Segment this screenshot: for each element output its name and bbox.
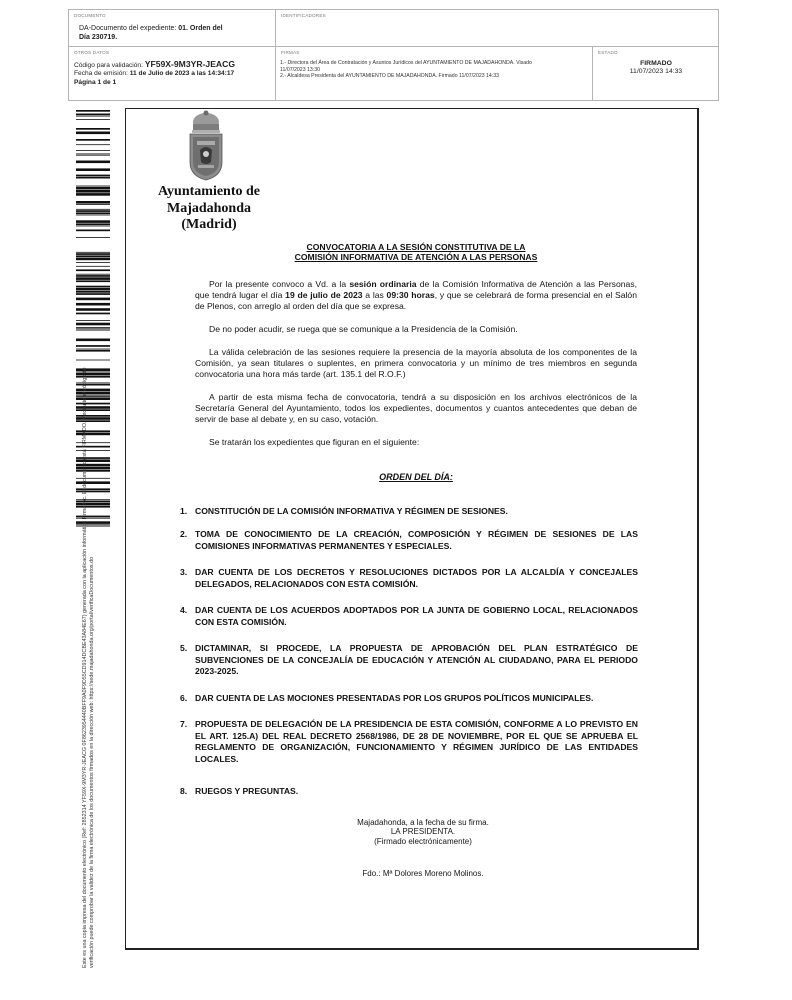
agenda-item	[180, 693, 638, 705]
verification-note-line-1: Este es una copia impresa del documento electrónico (Ref: 2852314 YF59X-9M3YR-JEACG 0F8623954440BFF9A0F9D55CD914DCBE43A84E67) generada con la aplicación informática Firmadoc. El documento está FIRMADO. Mediante el código de	[82, 367, 88, 968]
agenda-item-text: DAR CUENTA DE LOS DECRETOS Y RESOLUCIONES DICTADOS POR LA ALCALDÍA Y CONCEJALES DELEGADOS, RELACIONADOS CON ESTA COMISIÓN.	[195, 567, 638, 589]
agenda-item-number: 8.	[180, 786, 188, 796]
agenda-title: ORDEN DEL DÍA:	[379, 472, 453, 482]
status-badge: FIRMADO	[640, 60, 672, 67]
otros-datos-label: OTROS DATOS	[74, 50, 110, 55]
agenda-item-number: 4.	[180, 605, 188, 615]
sign-electronic: (Firmado electrónicamente)	[374, 837, 472, 846]
coat-of-arms-icon	[184, 110, 228, 182]
agenda-item-number: 1.	[180, 506, 188, 516]
document-header	[68, 9, 719, 101]
firmas-label: FIRMAS	[281, 50, 300, 55]
sign-role: LA PRESIDENTA.	[390, 827, 456, 836]
status-date: 11/07/2023 14:33	[629, 68, 683, 76]
page-count: Página 1 de 1	[74, 78, 117, 86]
agenda-item-text: DAR CUENTA DE LOS ACUERDOS ADOPTADOS POR LA JUNTA DE GOBIERNO LOCAL, RELACIONADOS CON ESTA COMISIÓN.	[195, 605, 638, 627]
document-title-line-1: CONVOCATORIA A LA SESIÓN CONSTITUTIVA DE LA	[306, 242, 526, 252]
paragraph-ausencia: De no poder acudir, se ruega que se comunique a la Presidencia de la Comisión.	[209, 324, 518, 334]
agenda-item-text: RUEGOS Y PREGUNTAS.	[195, 786, 299, 796]
agenda-item-number: 6.	[180, 693, 188, 703]
agenda-item	[180, 567, 638, 590]
paragraph-convocatoria: Por la presente convoco a Vd. a la sesión ordinaria de la Comisión Informativa de Atención a las Personas, que tendrá lugar el día 19 de julio de 2023 a las 09:30 horas, y que se celebrará de forma presencial en el Salón de Plenos, con arreglo al orden del día que se expresa.	[195, 279, 638, 311]
documento-text: DA-Documento del expediente: 01. Orden del Día 230719.	[79, 25, 223, 41]
documento-label: DOCUMENTO	[74, 13, 106, 18]
validation-code[interactable]: YF59X-9M3YR-JEACG	[144, 59, 236, 69]
estado-label: ESTADO	[598, 50, 618, 55]
firma-2: 2.- Alcaldesa Presidenta del AYUNTAMIENTO DE MAJADAHONDA. Firmado 11/07/2023 14:33	[280, 73, 500, 80]
paragraph-archivos: A partir de esta misma fecha de convocatoria, tendrá a su disposición en los archivos electrónicos de la Secretaría General del Ayuntamiento, todos los expedientes, documentos y cuantos antecedentes que deban de servir de base al debate y, en su caso, votación.	[195, 392, 637, 424]
paragraph-expedientes: Se tratarán los expedientes que figuran en el siguiente:	[209, 437, 420, 447]
identificadores-label: IDENTIFICADORES	[281, 13, 326, 18]
document-title-line-2: COMISIÓN INFORMATIVA DE ATENCIÓN A LAS PERSONAS	[294, 252, 538, 262]
firma-1: 1.- Directora del Área de Contratación y Asuntos Jurídicos del AYUNTAMIENTO DE MAJADAHONDA. Visado 11/07/2023 13:30	[280, 60, 532, 73]
sign-place: Majadahonda, a la fecha de su firma.	[357, 818, 489, 827]
agenda-item-text: CONSTITUCIÓN DE LA COMISIÓN INFORMATIVA Y RÉGIMEN DE SESIONES.	[195, 506, 508, 516]
identificadores-cell	[276, 10, 719, 47]
agenda-item	[180, 719, 638, 765]
agenda-item	[180, 506, 638, 518]
agenda-item-number: 2.	[180, 529, 188, 539]
council-name: Ayuntamiento de Majadahonda (Madrid)	[157, 184, 261, 232]
otros-datos-cell: OTROS DATOS Código para validación: YF59X-9M3YR-JEACG Fecha de emisión: 11 de Julio de 2023 a las 14:34:17 Página 1 de 1	[69, 47, 276, 101]
agenda-item-text: TOMA DE CONOCIMIENTO DE LA CREACIÓN, COMPOSICIÓN Y RÉGIMEN DE SESIONES DE LAS COMISIONES INFORMATIVAS PERMANENTES Y ESPECIALES.	[195, 529, 638, 551]
agenda-item	[180, 643, 638, 678]
signatory-name: Fdo.: Mª Dolores Moreno Molinos.	[362, 869, 484, 878]
agenda-item-number: 5.	[180, 643, 188, 653]
agenda-item	[180, 605, 638, 628]
documento-cell	[69, 10, 276, 47]
agenda-item-text: PROPUESTA DE DELEGACIÓN DE LA PRESIDENCIA DE ESTA COMISIÓN, CONFORME A LO PREVISTO EN EL ART. 125.A) DEL REAL DECRETO 2568/1986, DE 28 DE NOVIEMBRE, POR EL QUE SE APRUEBA EL REGLAMENTO DE ORGANIZACIÓN, FUNCIONAMIENTO Y RÉGIMEN JURÍDICO DE LAS ENTIDADES LOCALES.	[195, 719, 638, 764]
agenda-item-text: DAR CUENTA DE LAS MOCIONES PRESENTADAS POR LOS GRUPOS POLÍTICOS MUNICIPALES.	[195, 693, 594, 703]
emission-date: 11 de Julio de 2023 a las 14:34:17	[129, 70, 235, 78]
agenda-item	[180, 786, 638, 798]
agenda-item-text: DICTAMINAR, SI PROCEDE, LA PROPUESTA DE APROBACIÓN DEL PLAN ESTRATÉGICO DE SUBVENCIONES DE LA CONCEJALÍA DE EDUCACIÓN Y ATENCIÓN AL CIUDADANO, PARA EL PERIODO 2023-2025.	[195, 643, 638, 676]
estado-cell	[593, 47, 719, 101]
verification-note-line-2: verificación puede comprobar la validez de la firma electrónica de los documentos firmados en la dirección web: https://sede.majadahonda.org/portal/verificaDocumentos.do	[89, 556, 95, 968]
agenda-item-number: 3.	[180, 567, 188, 577]
agenda-item-number: 7.	[180, 719, 188, 729]
agenda-item	[180, 529, 638, 552]
paragraph-quorum: La válida celebración de las sesiones requiere la presencia de la mayoría absoluta de los componentes de la Comisión, ya sean titulares o suplentes, en primera convocatoria y un mínimo de tres miembros en segunda convocatoria una hora más tarde (art. 135.1 del R.O.F.)	[195, 347, 637, 379]
firmas-cell	[276, 47, 593, 101]
